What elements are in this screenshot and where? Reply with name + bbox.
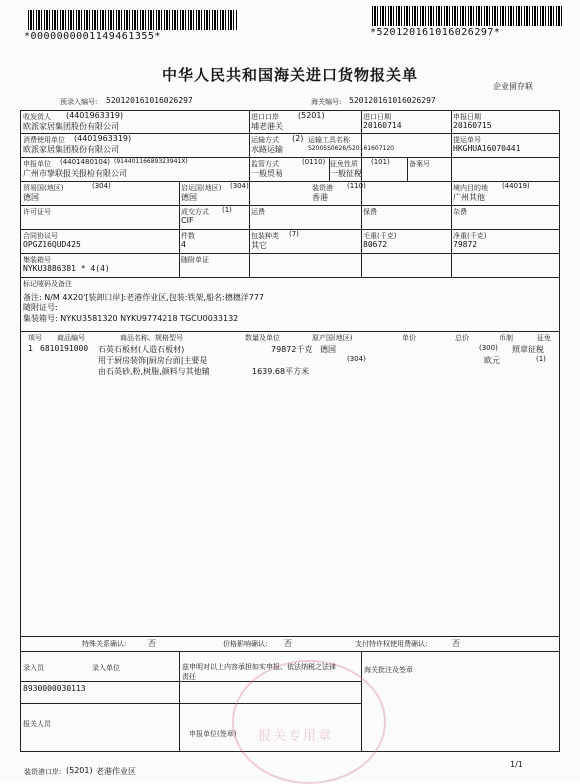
goods-item-origin: 德国 (320, 345, 336, 354)
import-date-label: 进口日期 (363, 113, 391, 121)
entry-unit-label: 录入单位 (92, 664, 120, 672)
pieces-value: 4 (181, 240, 187, 249)
footer-port-label: 装货港口岸: (24, 768, 62, 776)
destination-code: (44019) (502, 182, 530, 190)
contract-label: 合同协议号 (23, 232, 58, 240)
goods-header-total: 总价 (455, 334, 469, 342)
supervision-value: 一般贸易 (251, 169, 283, 178)
transport-code: (2) (292, 134, 304, 143)
package-label: 包装种类 (251, 232, 279, 240)
goods-header-code: 商品编号 (57, 334, 85, 342)
vessel-label: 运输工具名称 (308, 136, 350, 144)
record-label: 备案号 (409, 160, 430, 168)
import-date-value: 20160714 (363, 121, 402, 130)
goods-item-qty1: 79872千克 (271, 345, 313, 354)
price-label: 价格影响确认: (223, 640, 268, 648)
seal-stamp-text: 报关专用章 (258, 729, 334, 744)
goods-item-tax-code: (1) (536, 355, 546, 363)
net-value: 79872 (453, 240, 478, 249)
goods-item-qty2: 1639.68平方米 (252, 367, 310, 376)
goods-header-name: 商品名称、规格型号 (120, 334, 183, 342)
goods-item-name1: 石英石板材(人造石板材) (98, 345, 185, 354)
royalty-value: 否 (452, 639, 460, 648)
load-port-value: 香港 (312, 193, 328, 202)
declarant-person-label: 报关人员 (23, 720, 51, 728)
vessel-value: S2005S0626/S20161607120 (308, 145, 394, 152)
statement-text: 兹申明对以上内容承担如实申报、依法纳税之法律责任 (182, 663, 336, 681)
consignee-label: 收发货人 (23, 113, 51, 121)
form-title: 中华人民共和国海关进口货物报关单 (162, 66, 419, 84)
consumer-label: 消费使用单位 (23, 136, 65, 144)
barcode-left (28, 10, 238, 30)
customs-note-label: 海关批注及签章 (364, 666, 413, 674)
barcode-right-text: *520120161016026297* (370, 27, 501, 38)
goods-item-currency-code: (300) (479, 344, 498, 352)
container-nos: 集装箱号: NYKU3581320 NYKU9774218 TGCU0033132 (23, 314, 239, 323)
tax-nature-value: 一般征税 (330, 169, 362, 178)
declarant-code: (4401480104) (60, 158, 110, 166)
seal-stamp (232, 660, 386, 784)
consignee-name: 欧派家居集团股份有限公司 (23, 122, 119, 131)
freight-label: 运费 (251, 208, 265, 216)
declare-date-value: 20160715 (453, 121, 492, 130)
deal-method-value: CIF (181, 216, 194, 225)
deal-method-label: 成交方式 (181, 208, 209, 216)
origin-country-code: (304) (230, 182, 249, 190)
barcode-left-text: *0000000001149461355* (24, 31, 161, 42)
trade-country-value: 德国 (23, 193, 39, 202)
preentry-value: 520120161016026297 (106, 96, 193, 105)
goods-item-name2: 用于厨房装饰|厨房台面|主要是 (98, 356, 208, 365)
goods-item-no: 1 (28, 344, 34, 353)
goods-header-no: 项号 (28, 334, 42, 342)
customs-no-label: 海关编号: (311, 98, 342, 106)
container-value: NYKU3886381 * 4(4) (23, 264, 110, 273)
gross-label: 毛重(千克) (363, 232, 397, 240)
special-label: 特殊关系确认: (82, 640, 127, 648)
copy-label: 企业留存联 (493, 82, 533, 91)
port-label: 进口口岸 (251, 113, 279, 121)
origin-country-value: 德国 (181, 193, 197, 202)
supervision-label: 监管方式 (251, 160, 279, 168)
goods-item-origin-code: (304) (347, 355, 366, 363)
consignee-code: (4401963319) (66, 111, 124, 120)
tax-nature-label: 征免性质 (330, 160, 358, 168)
container-label: 集装箱号 (23, 256, 51, 264)
goods-header-price: 单价 (402, 334, 416, 342)
footer-port-code: (5201) (66, 766, 93, 775)
declarant-name: 广州市挚联报关报检有限公司 (23, 169, 127, 178)
form-grid (20, 110, 560, 752)
consumer-code: (4401963319) (74, 134, 132, 143)
docs-label: 随附单证 (181, 256, 209, 264)
goods-header-tax: 征免 (537, 334, 551, 342)
trade-country-label: 贸易国(地区) (23, 184, 64, 192)
price-value: 否 (284, 639, 292, 648)
consumer-name: 欧派家居集团股份有限公司 (23, 145, 119, 154)
royalty-label: 支付特许权使用费确认: (355, 640, 428, 648)
transport-value: 水路运输 (251, 145, 283, 154)
marks-label: 标记唛码及备注 (23, 280, 72, 288)
destination-value: 广州其他 (453, 193, 485, 202)
gross-value: 80672 (363, 240, 388, 249)
goods-header-currency: 币制 (499, 334, 513, 342)
customs-no-value: 520120161016026297 (349, 96, 436, 105)
pieces-label: 件数 (181, 232, 195, 240)
trade-country-code: (304) (92, 182, 111, 190)
load-port-label: 装货港 (312, 184, 333, 192)
goods-header-origin: 原产国(地区) (312, 334, 353, 342)
supervision-code: (0110) (302, 158, 326, 166)
tax-nature-code: (101) (371, 158, 390, 166)
special-value: 否 (148, 639, 156, 648)
preentry-label: 预录入编号: (60, 98, 98, 106)
declarant-code2: (91440116689323941X) (114, 158, 188, 165)
load-port-code: (110) (347, 182, 366, 190)
footer-port-value: 老港作业区 (96, 767, 136, 776)
goods-item-tax: 照章征税 (512, 345, 544, 354)
destination-label: 境内目的地 (453, 184, 488, 192)
goods-item-code: 6810191000 (40, 344, 89, 353)
deal-method-code: (1) (222, 206, 232, 214)
insurance-label: 保费 (363, 208, 377, 216)
entry-no: 8930000030113 (23, 684, 86, 693)
contract-value: OPGZ16QUD425 (23, 240, 81, 249)
bill-value: HKGHUA16070441 (453, 144, 521, 153)
goods-item-currency: 欧元 (484, 356, 500, 365)
net-label: 净重(千克) (453, 232, 487, 240)
attached-cert: 随附证号: (23, 303, 58, 312)
declare-date-label: 申报日期 (453, 113, 481, 121)
port-value: 埔老港关 (251, 122, 283, 131)
remark-line: 备注: N/M 4X20'[装卸口岸]:老港作业区,包装:铁架,船名:穗穗洋777 (23, 293, 264, 302)
transport-label: 运输方式 (251, 136, 279, 144)
declare-unit-label: 申报单位(签章) (189, 730, 237, 738)
goods-header-qty: 数量及单位 (245, 334, 280, 342)
bill-label: 提运单号 (453, 136, 481, 144)
declarant-label: 申报单位 (23, 160, 51, 168)
misc-label: 杂费 (453, 208, 467, 216)
port-code: (5201) (298, 111, 325, 120)
origin-country-label: 启运国(地区) (181, 184, 222, 192)
entry-person-label: 录入员 (23, 664, 44, 672)
barcode-right (372, 6, 562, 26)
package-code: (7) (289, 230, 299, 238)
page-number: 1/1 (510, 760, 523, 769)
goods-item-name3: 由石英砂,粉,树脂,颜料与其他辅 (98, 367, 210, 376)
package-value: 其它 (251, 241, 267, 250)
license-label: 许可证号 (23, 208, 51, 216)
